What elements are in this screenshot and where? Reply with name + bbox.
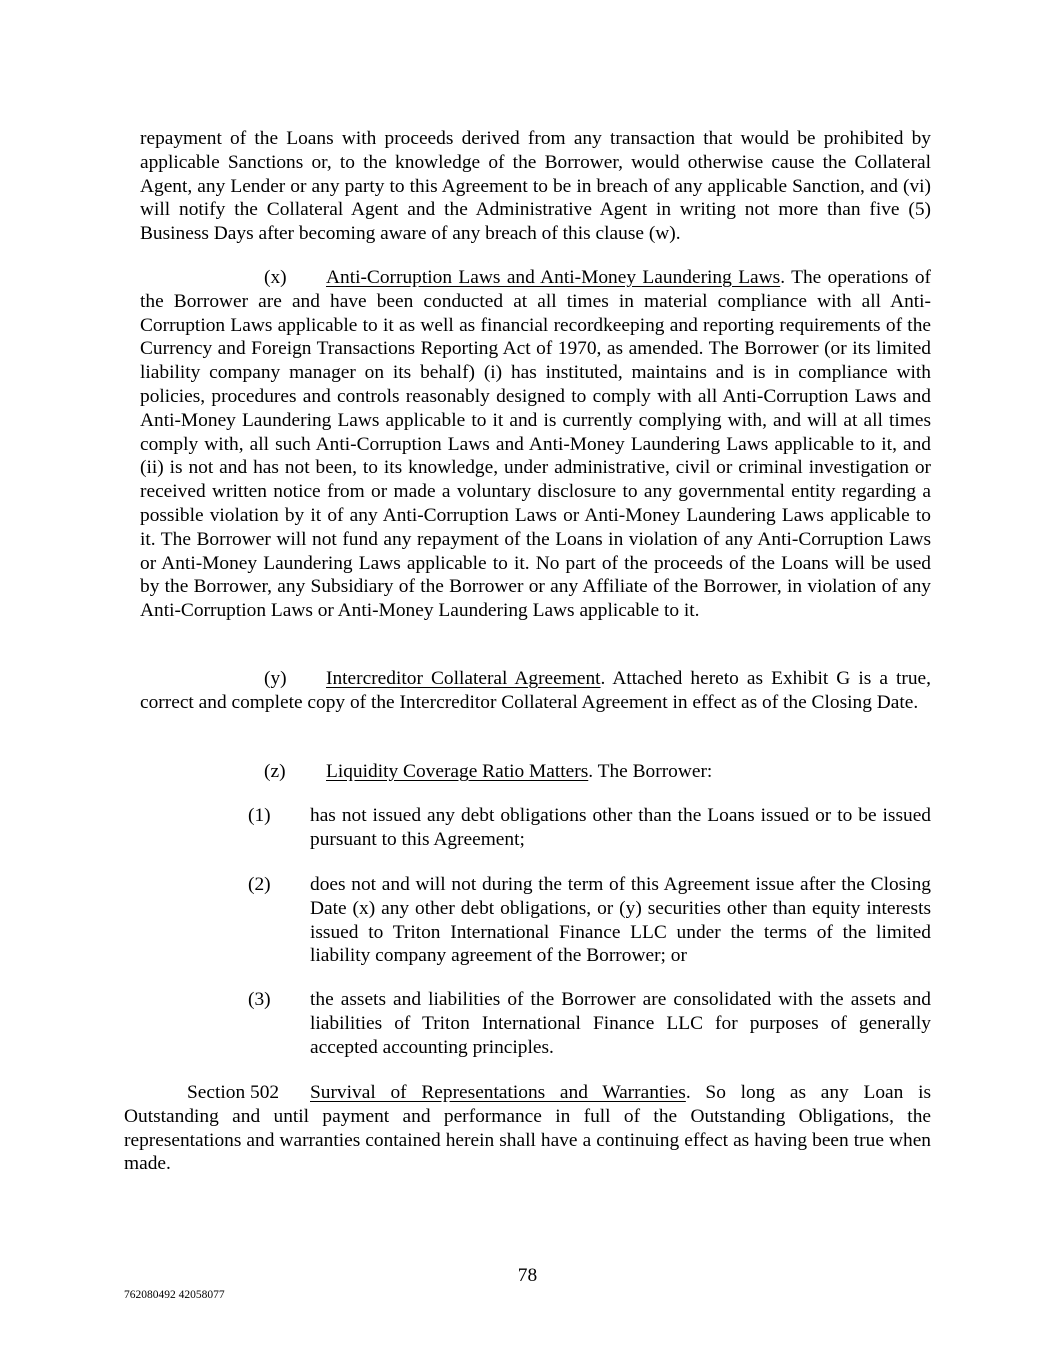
paragraph-z-body: . The Borrower: [588,761,713,782]
list-item-number: (2) [248,874,271,895]
document-id: 762080492 42058077 [124,1289,225,1301]
paragraph-y-label: (y) [264,668,287,689]
paragraph-y-heading: Intercreditor Collateral Agreement [326,668,601,689]
list-item-number: (3) [248,989,271,1010]
paragraph-x-label: (x) [264,267,287,288]
list-item-text: the assets and liabilities of the Borrower are consolidated with the assets and liabilities of Triton International Finance LLC for purposes of generally accepted accounting principles. [310,989,931,1058]
paragraph-y-body: . Attached hereto as Exhibit G is a true, correct and complete copy of the Intercreditor Collateral Agreement in effect as of the Closing Date. [140,668,931,713]
paragraph-z [140,760,931,784]
paragraph-x-heading: Anti-Corruption Laws and Anti-Money Laundering Laws [326,267,781,288]
section-502-heading: Survival of Representations and Warranties [310,1082,686,1103]
list-item-number: (1) [248,805,271,826]
paragraph-z-label: (z) [264,761,286,782]
paragraph-y [140,667,931,715]
paragraph-x-body: . The operations of the Borrower are and have been conducted at all times in material compliance with all Anti-Corruption Laws applicable to it as well as financial recordkeeping and reporting requirements of the Currency and Foreign Transactions Reporting Act of 1970, as amended. The Borrower (or its limited liability company manager on its behalf) (i) has instituted, maintains and is in compliance with policies, procedures and controls reasonably designed to comply with all Anti-Corruption Laws and Anti-Money Laundering Laws applicable to it and is currently complying with, and will at all times comply with, all such Anti-Corruption Laws and Anti-Money Laundering Laws applicable to it, and (ii) is not and has not been, to its knowledge, under administrative, civil or criminal investigation or received written notice from or made a voluntary disclosure to any governmental entity regarding a possible violation by it of any Anti-Corruption Laws or Anti-Money Laundering Laws applicable to it. The Borrower will not fund any repayment of the Loans in violation of any Anti-Corruption Laws or Anti-Money Laundering Laws applicable to it. No part of the proceeds of the Loans will be used by the Borrower, any Subsidiary of the Borrower or any Affiliate of the Borrower, in violation of any Anti-Corruption Laws or Anti-Money Laundering Laws applicable to it. [140,267,931,622]
paragraph-x [140,266,931,623]
section-502-label: Section 502 [187,1082,280,1103]
paragraph-w-continuation: repayment of the Loans with proceeds derived from any transaction that would be prohibited by applicable Sanctions or, to the knowledge of the Borrower, would otherwise cause the Collateral Agent, any Lender or any party to this Agreement to be in breach of any applicable Sanction, and (vi) will notify the Collateral Agent and the Administrative Agent in writing not more than five (5) Business Days after becoming aware of any breach of this clause (w). [140,128,931,245]
section-502 [124,1081,931,1176]
list-item-text: does not and will not during the term of this Agreement issue after the Closing Date (x) any other debt obligations, or (y) securities other than equity interests issued to Triton International Finance LLC under the terms of the limited liability company agreement of the Borrower; or [310,874,931,967]
page-number: 78 [517,1265,538,1286]
list-item-text: has not issued any debt obligations other than the Loans issued or to be issued pursuant to this Agreement; [310,805,931,850]
paragraph-z-heading: Liquidity Coverage Ratio Matters [326,761,589,782]
section-502-body: . So long as any Loan is Outstanding and until payment and performance in full of the Outstanding Obligations, the representations and warranties contained herein shall have a continuing effect as having been true when made. [124,1082,932,1175]
